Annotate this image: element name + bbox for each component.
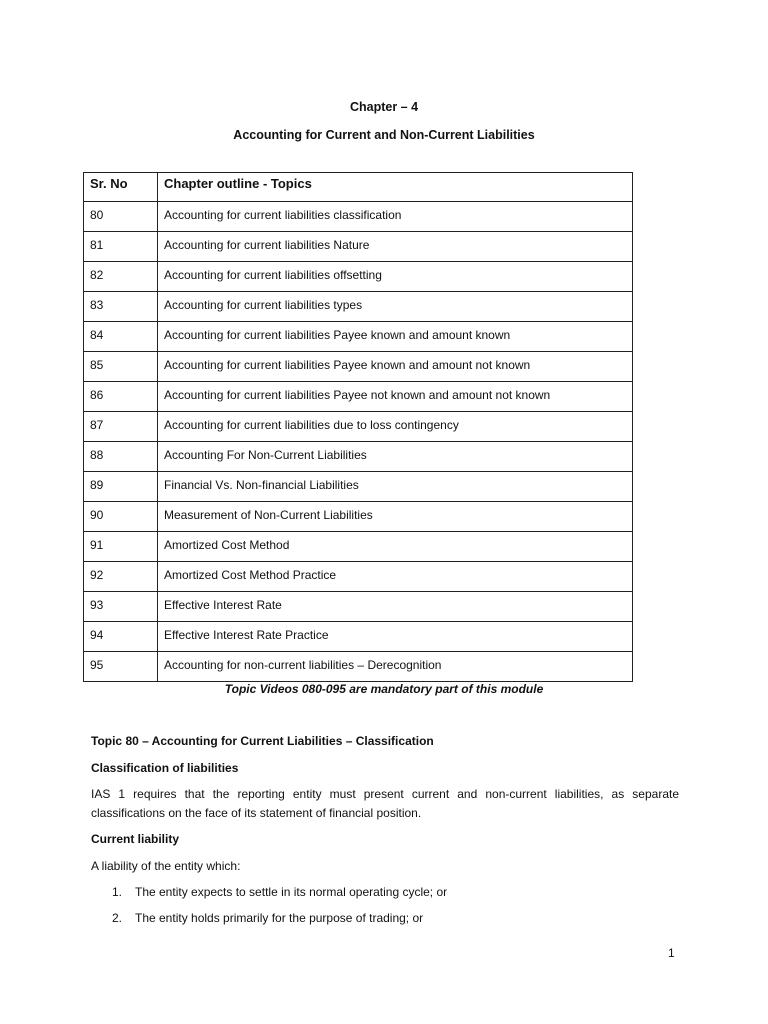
topic-cell: Effective Interest Rate Practice (158, 622, 633, 652)
sr-no-cell: 94 (84, 622, 158, 652)
page-number: 1 (668, 946, 675, 960)
sr-no-cell: 88 (84, 442, 158, 472)
chapter-number: Chapter – 4 (349, 100, 419, 114)
sr-no-cell: 90 (84, 502, 158, 532)
topic-cell: Amortized Cost Method Practice (158, 562, 633, 592)
sr-no-cell: 89 (84, 472, 158, 502)
sr-no-cell: 81 (84, 232, 158, 262)
ias-paragraph: IAS 1 requires that the reporting entity must present current and non-current liabilities, as separate classifications on the face of its statement of financial position. (91, 787, 679, 820)
topic-cell: Accounting for current liabilities offsetting (158, 262, 633, 292)
topic-cell: Effective Interest Rate (158, 592, 633, 622)
table-row (84, 382, 633, 412)
table-row (84, 412, 633, 442)
chapter-outline-table (83, 172, 633, 682)
table-caption: Topic Videos 080-095 are mandatory part of this module (224, 682, 544, 696)
topic-cell: Accounting For Non-Current Liabilities (158, 442, 633, 472)
sr-no-cell: 95 (84, 652, 158, 682)
topic-cell: Measurement of Non-Current Liabilities (158, 502, 633, 532)
intro-line: A liability of the entity which: (91, 859, 241, 873)
list-item-text: The entity holds primarily for the purpose of trading; or (135, 911, 424, 925)
table-row (84, 352, 633, 382)
topic-cell: Accounting for current liabilities due to loss contingency (158, 412, 633, 442)
list-item-number: 1. (112, 885, 123, 899)
sr-no-cell: 87 (84, 412, 158, 442)
sr-no-cell: 80 (84, 202, 158, 232)
column-header-sr-no: Sr. No (84, 173, 158, 202)
table-row (84, 562, 633, 592)
table-row (84, 592, 633, 622)
topic-cell: Accounting for current liabilities types (158, 292, 633, 322)
topic-cell: Accounting for current liabilities Nature (158, 232, 633, 262)
classification-heading: Classification of liabilities (91, 761, 239, 775)
chapter-title: Accounting for Current and Non-Current Liabilities (233, 128, 535, 142)
table-row (84, 472, 633, 502)
topic-heading: Topic 80 – Accounting for Current Liabilities – Classification (91, 734, 434, 748)
topic-cell: Accounting for current liabilities Payee known and amount known (158, 322, 633, 352)
column-header-topics: Chapter outline - Topics (158, 173, 633, 202)
list-item-number: 2. (112, 911, 123, 925)
table-header-row (84, 173, 633, 202)
list-item-text: The entity expects to settle in its normal operating cycle; or (135, 885, 448, 899)
sr-no-cell: 93 (84, 592, 158, 622)
table-row (84, 262, 633, 292)
table-row (84, 322, 633, 352)
sr-no-cell: 91 (84, 532, 158, 562)
table-row (84, 442, 633, 472)
sr-no-cell: 85 (84, 352, 158, 382)
table-row (84, 502, 633, 532)
table-row (84, 652, 633, 682)
topic-cell: Accounting for non-current liabilities – Derecognition (158, 652, 633, 682)
table-row (84, 232, 633, 262)
topic-cell: Financial Vs. Non-financial Liabilities (158, 472, 633, 502)
sr-no-cell: 86 (84, 382, 158, 412)
sr-no-cell: 83 (84, 292, 158, 322)
list-item (112, 885, 447, 899)
table-row (84, 622, 633, 652)
topic-cell: Accounting for current liabilities Payee known and amount not known (158, 352, 633, 382)
sr-no-cell: 92 (84, 562, 158, 592)
table-row (84, 292, 633, 322)
sr-no-cell: 84 (84, 322, 158, 352)
sr-no-cell: 82 (84, 262, 158, 292)
topic-cell: Accounting for current liabilities classification (158, 202, 633, 232)
list-item (112, 911, 423, 925)
table-row (84, 202, 633, 232)
topic-cell: Amortized Cost Method (158, 532, 633, 562)
table-row (84, 532, 633, 562)
topic-cell: Accounting for current liabilities Payee not known and amount not known (158, 382, 633, 412)
current-liability-heading: Current liability (91, 832, 180, 846)
